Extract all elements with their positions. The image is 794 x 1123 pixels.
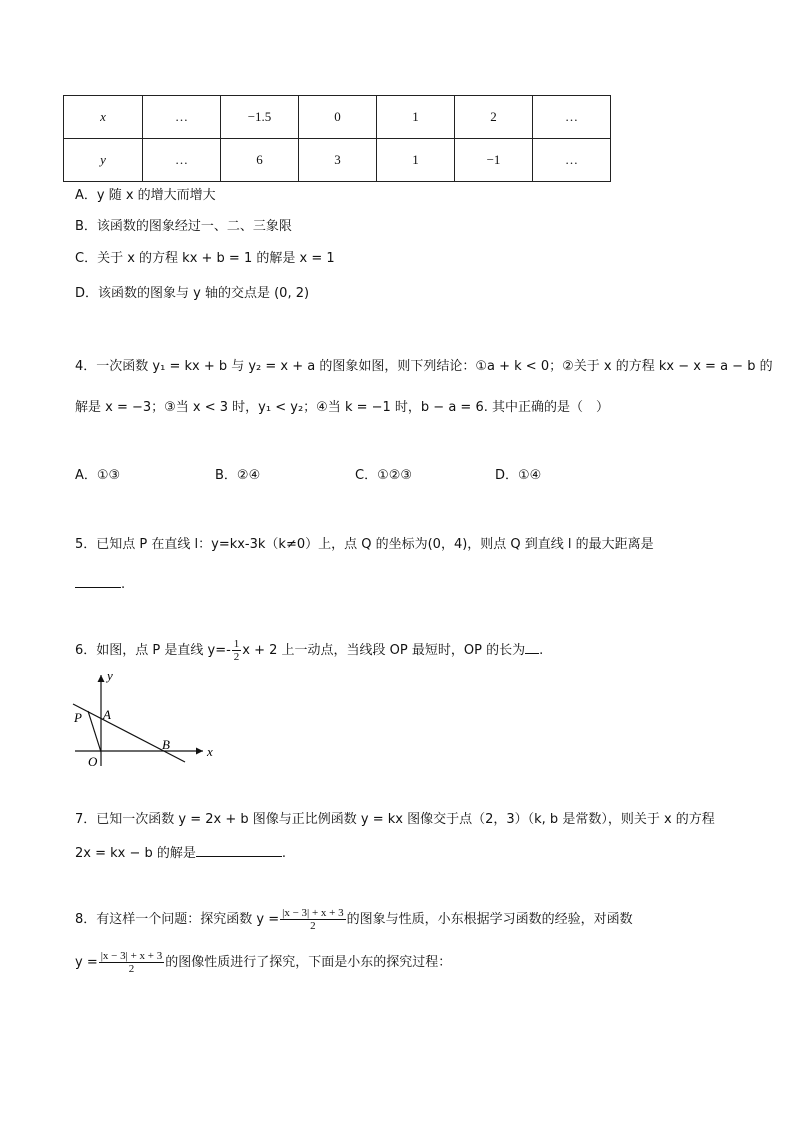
table-cell: x — [64, 96, 143, 139]
table-cell: −1 — [455, 139, 533, 182]
q7-stem-line2 — [75, 842, 286, 864]
fraction-denominator: 2 — [233, 651, 240, 663]
q3-option-b: B．该函数的图象经过一、二、三象限 — [75, 219, 292, 234]
table-cell: … — [143, 96, 221, 139]
answer-blank — [75, 573, 121, 588]
answer-blank — [196, 842, 282, 857]
fraction-numerator: |x − 3| + x + 3 — [282, 907, 344, 919]
fraction-numerator: |x − 3| + x + 3 — [100, 950, 163, 962]
q4-option-c: C．①②③ — [355, 468, 413, 483]
label-p: P — [74, 710, 82, 725]
table-cell: 6 — [221, 139, 299, 182]
q3-option-d: D．该函数的图象与 y 轴的交点是 (0, 2) — [75, 286, 310, 301]
table-cell: … — [533, 96, 611, 139]
q5-answer-line — [75, 573, 125, 595]
value-table — [63, 95, 611, 182]
fraction — [232, 638, 242, 663]
label-o: O — [88, 754, 98, 769]
table-cell: 1 — [377, 139, 455, 182]
q3-option-a: A．y 随 x 的增大而增大 — [75, 188, 216, 203]
table-cell: … — [533, 139, 611, 182]
q7-prefix: 2x = kx − b 的解是 — [75, 846, 196, 861]
fraction — [280, 907, 346, 932]
q6-figure — [70, 668, 220, 772]
fraction-denominator: 2 — [310, 920, 316, 932]
q4-stem-line2: 解是 x = −3；③当 x < 3 时，y₁ < y₂；④当 k = −1 时，b − a = 6. 其中正确的是（ ） — [75, 400, 609, 415]
fraction-numerator: 1 — [233, 638, 240, 650]
period: . — [121, 577, 126, 592]
table-row-y — [64, 139, 611, 182]
table-cell: 1 — [377, 96, 455, 139]
label-y: y — [107, 668, 113, 683]
period: . — [281, 846, 287, 861]
q4-options — [75, 466, 541, 486]
answer-blank — [525, 639, 539, 654]
table-cell: y — [64, 139, 143, 182]
q8-prefix: 8．有这样一个问题：探究函数 y = — [75, 912, 280, 927]
q8-suffix2: 的图像性质进行了探究，下面是小东的探究过程： — [165, 955, 452, 970]
table-cell: 2 — [455, 96, 533, 139]
q4-option-b: B．②④ — [215, 468, 261, 483]
period: . — [539, 643, 544, 658]
q5-stem: 5．已知点 P 在直线 l：y=kx-3k（k≠0）上，点 Q 的坐标为(0，4)，则点 Q 到直线 l 的最大距离是 — [75, 537, 654, 552]
fraction-denominator: 2 — [128, 963, 135, 975]
table-cell: −1.5 — [221, 96, 299, 139]
q8-prefix2: y = — [75, 955, 98, 970]
table-cell: 3 — [299, 139, 377, 182]
label-b: B — [162, 737, 170, 752]
label-a: A — [103, 707, 111, 722]
q6-prefix: 6．如图，点 P 是直线 y=- — [75, 643, 231, 658]
q6-stem — [75, 638, 543, 663]
q8-stem-line2 — [75, 950, 451, 975]
fraction — [99, 950, 165, 975]
label-x: x — [207, 744, 213, 759]
table-cell: … — [143, 139, 221, 182]
q4-stem-line1: 4．一次函数 y₁ = kx + b 与 y₂ = x + a 的图象如图，则下列结论：①a + k < 0；②关于 x 的方程 kx − x = a − b 的 — [75, 359, 773, 374]
q4-option-a: A．①③ — [75, 468, 121, 483]
table-row-x — [64, 96, 611, 139]
q3-option-c: C．关于 x 的方程 kx + b = 1 的解是 x = 1 — [75, 251, 335, 266]
q6-suffix: x + 2 上一动点，当线段 OP 最短时，OP 的长为 — [242, 643, 526, 658]
q8-stem-line1 — [75, 907, 633, 932]
table-cell: 0 — [299, 96, 377, 139]
q8-suffix: 的图象与性质，小东根据学习函数的经验，对函数 — [346, 912, 633, 927]
q7-stem-line1: 7．已知一次函数 y = 2x + b 图像与正比例函数 y = kx 图像交于点（2，3）（k, b 是常数），则关于 x 的方程 — [75, 812, 715, 827]
q4-option-d: D．①④ — [495, 468, 542, 483]
